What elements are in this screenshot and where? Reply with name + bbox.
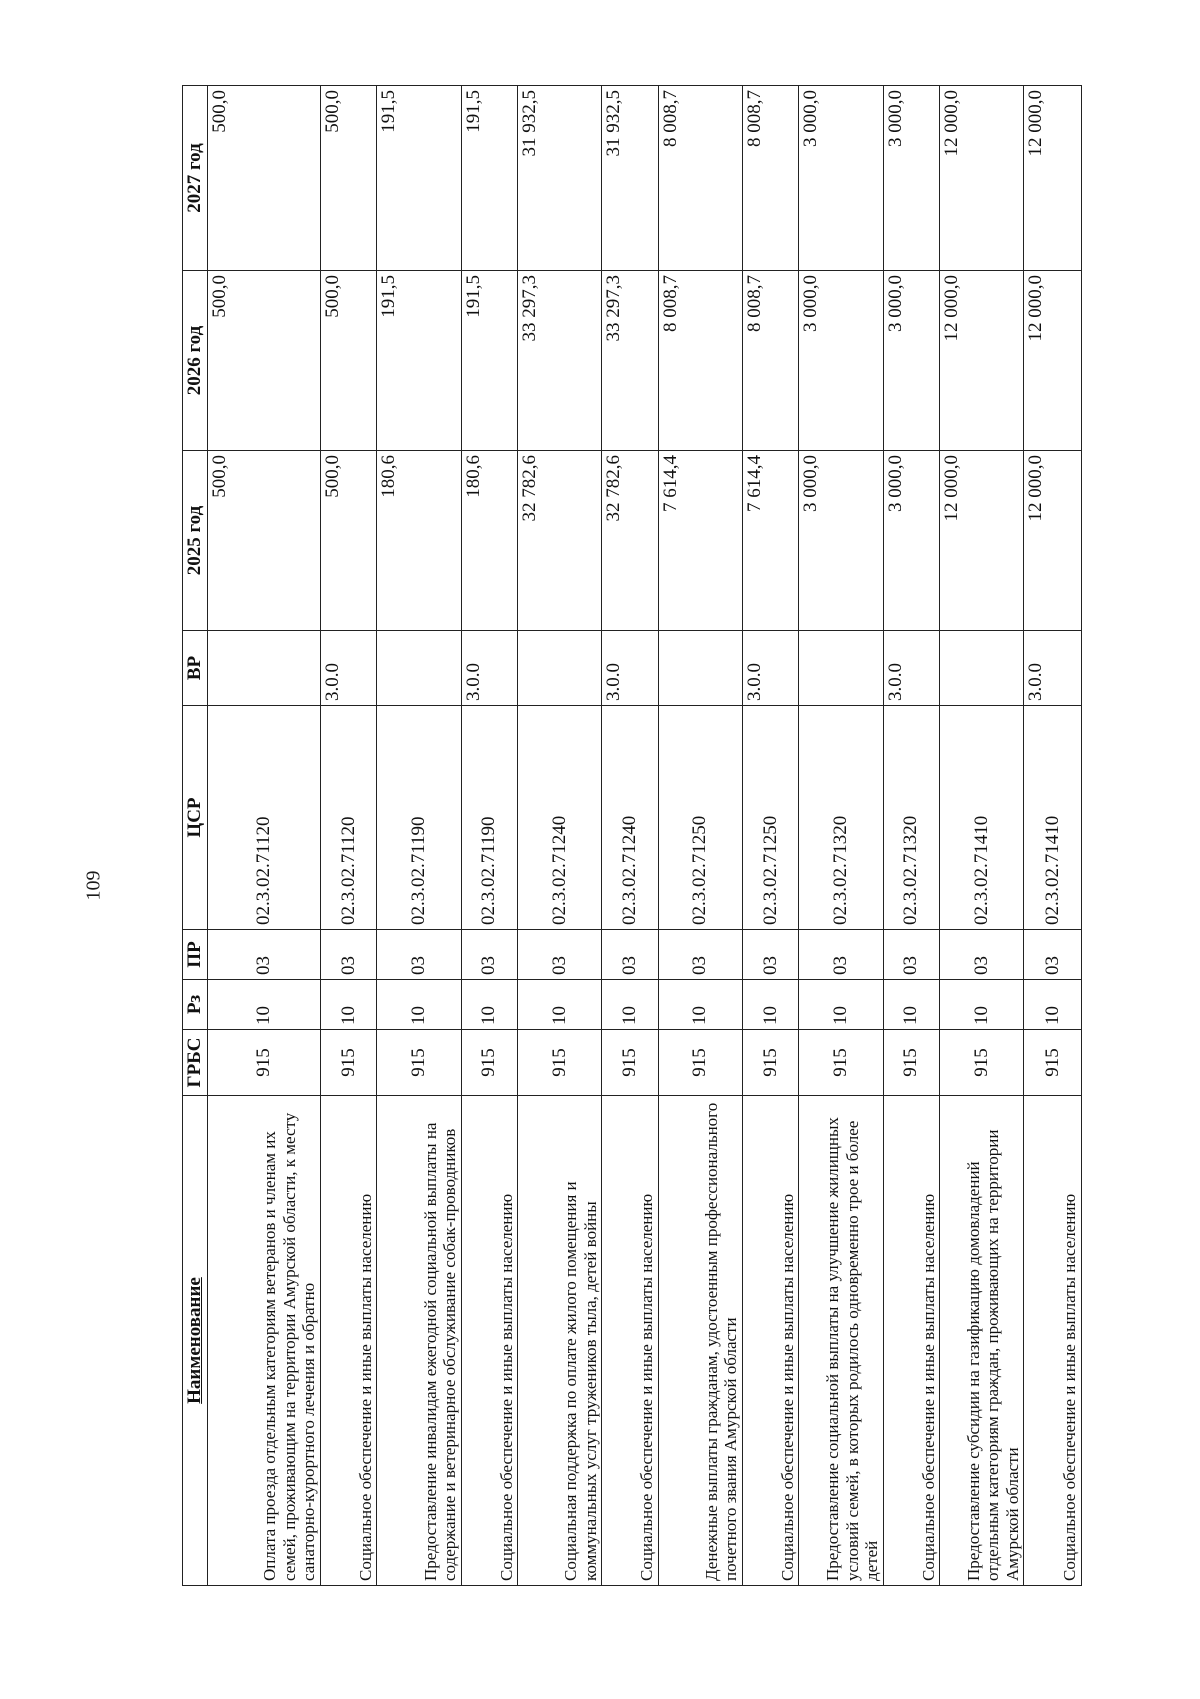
- budget-table: [182, 85, 1082, 1586]
- cell-y2027: 191,5: [377, 86, 461, 271]
- cell-grbs: 915: [883, 1030, 939, 1096]
- cell-rz: 10: [208, 980, 321, 1030]
- cell-y2027: 191,5: [461, 86, 517, 271]
- cell-grbs: 915: [602, 1030, 658, 1096]
- col-header-csr: ЦСР: [183, 706, 208, 930]
- cell-y2025: 3 000,0: [883, 451, 939, 631]
- cell-csr: 02.3.02.71320: [799, 706, 883, 930]
- cell-vr: [658, 631, 742, 706]
- cell-grbs: 915: [208, 1030, 321, 1096]
- cell-csr: 02.3.02.71120: [320, 706, 376, 930]
- cell-grbs: 915: [461, 1030, 517, 1096]
- cell-vr: 3.0.0: [1024, 631, 1082, 706]
- col-header-vr: ВР: [183, 631, 208, 706]
- cell-vr: 3.0.0: [461, 631, 517, 706]
- cell-pr: 03: [940, 930, 1024, 980]
- col-header-2025: 2025 год: [183, 451, 208, 631]
- cell-rz: 10: [658, 980, 742, 1030]
- table-row: [1024, 86, 1082, 1586]
- table-row: [742, 86, 798, 1586]
- cell-y2025: 500,0: [208, 451, 321, 631]
- cell-name: Социальная поддержка по оплате жилого помещения и коммунальных услуг тружеников тыла, детей войны: [518, 1096, 602, 1586]
- cell-y2026: 3 000,0: [799, 271, 883, 451]
- cell-grbs: 915: [658, 1030, 742, 1096]
- cell-vr: 3.0.0: [742, 631, 798, 706]
- cell-name: Денежные выплаты гражданам, удостоенным профессионального почетного звания Амурской области: [658, 1096, 742, 1586]
- cell-pr: 03: [883, 930, 939, 980]
- cell-name: Предоставление субсидии на газификацию домовладений отдельным категориям граждан, проживающих на территории Амурской области: [940, 1096, 1024, 1586]
- cell-y2025: 12 000,0: [1024, 451, 1082, 631]
- cell-pr: 03: [320, 930, 376, 980]
- cell-rz: 10: [602, 980, 658, 1030]
- cell-rz: 10: [1024, 980, 1082, 1030]
- table-row: [799, 86, 883, 1586]
- cell-y2027: 500,0: [208, 86, 321, 271]
- cell-y2026: 33 297,3: [518, 271, 602, 451]
- cell-y2026: 8 008,7: [742, 271, 798, 451]
- cell-y2025: 12 000,0: [940, 451, 1024, 631]
- cell-csr: 02.3.02.71410: [1024, 706, 1082, 930]
- cell-csr: 02.3.02.71240: [518, 706, 602, 930]
- cell-grbs: 915: [1024, 1030, 1082, 1096]
- cell-name: Социальное обеспечение и иные выплаты населению: [320, 1096, 376, 1586]
- cell-name: Оплата проезда отдельным категориям ветеранов и членам их семей, проживающим на территории Амурской области, к месту санаторно-курортного лечения и обратно: [208, 1096, 321, 1586]
- table-row: [658, 86, 742, 1586]
- table-row: [940, 86, 1024, 1586]
- cell-grbs: 915: [377, 1030, 461, 1096]
- cell-name: Социальное обеспечение и иные выплаты населению: [602, 1096, 658, 1586]
- cell-rz: 10: [320, 980, 376, 1030]
- cell-y2026: 500,0: [208, 271, 321, 451]
- cell-csr: 02.3.02.71190: [461, 706, 517, 930]
- cell-y2025: 180,6: [461, 451, 517, 631]
- cell-y2026: 12 000,0: [1024, 271, 1082, 451]
- cell-rz: 10: [377, 980, 461, 1030]
- cell-y2027: 12 000,0: [1024, 86, 1082, 271]
- cell-y2026: 8 008,7: [658, 271, 742, 451]
- cell-y2026: 12 000,0: [940, 271, 1024, 451]
- col-header-grbs: ГРБС: [183, 1030, 208, 1096]
- cell-grbs: 915: [320, 1030, 376, 1096]
- cell-y2027: 31 932,5: [518, 86, 602, 271]
- cell-y2027: 31 932,5: [602, 86, 658, 271]
- cell-vr: 3.0.0: [320, 631, 376, 706]
- cell-pr: 03: [518, 930, 602, 980]
- cell-vr: 3.0.0: [602, 631, 658, 706]
- cell-rz: 10: [883, 980, 939, 1030]
- cell-pr: 03: [602, 930, 658, 980]
- cell-grbs: 915: [742, 1030, 798, 1096]
- table-row: [208, 86, 321, 1586]
- cell-y2027: 12 000,0: [940, 86, 1024, 271]
- cell-pr: 03: [742, 930, 798, 980]
- cell-pr: 03: [1024, 930, 1082, 980]
- cell-csr: 02.3.02.71240: [602, 706, 658, 930]
- col-header-pr: ПР: [183, 930, 208, 980]
- table-row: [461, 86, 517, 1586]
- cell-y2026: 191,5: [461, 271, 517, 451]
- cell-y2026: 500,0: [320, 271, 376, 451]
- table-row: [883, 86, 939, 1586]
- col-header-2026: 2026 год: [183, 271, 208, 451]
- cell-name: Социальное обеспечение и иные выплаты населению: [883, 1096, 939, 1586]
- cell-name: Социальное обеспечение и иные выплаты населению: [1024, 1096, 1082, 1586]
- cell-pr: 03: [658, 930, 742, 980]
- cell-grbs: 915: [518, 1030, 602, 1096]
- cell-csr: 02.3.02.71250: [658, 706, 742, 930]
- cell-vr: [940, 631, 1024, 706]
- cell-y2025: 32 782,6: [602, 451, 658, 631]
- cell-pr: 03: [208, 930, 321, 980]
- cell-vr: [377, 631, 461, 706]
- cell-y2025: 500,0: [320, 451, 376, 631]
- cell-grbs: 915: [799, 1030, 883, 1096]
- cell-csr: 02.3.02.71410: [940, 706, 1024, 930]
- cell-csr: 02.3.02.71320: [883, 706, 939, 930]
- cell-y2025: 32 782,6: [518, 451, 602, 631]
- table-body: [208, 86, 1082, 1586]
- cell-y2027: 500,0: [320, 86, 376, 271]
- cell-rz: 10: [799, 980, 883, 1030]
- cell-rz: 10: [742, 980, 798, 1030]
- cell-vr: [208, 631, 321, 706]
- cell-grbs: 915: [940, 1030, 1024, 1096]
- cell-rz: 10: [940, 980, 1024, 1030]
- cell-name: Социальное обеспечение и иные выплаты населению: [742, 1096, 798, 1586]
- cell-y2027: 3 000,0: [799, 86, 883, 271]
- cell-y2027: 3 000,0: [883, 86, 939, 271]
- page-number: 109: [82, 870, 105, 901]
- col-header-2027: 2027 год: [183, 86, 208, 271]
- table-row: [518, 86, 602, 1586]
- cell-csr: 02.3.02.71250: [742, 706, 798, 930]
- cell-pr: 03: [799, 930, 883, 980]
- cell-y2026: 33 297,3: [602, 271, 658, 451]
- cell-y2025: 3 000,0: [799, 451, 883, 631]
- cell-pr: 03: [377, 930, 461, 980]
- cell-pr: 03: [461, 930, 517, 980]
- table-row: [377, 86, 461, 1586]
- rotated-table-wrapper: [182, 86, 1082, 1586]
- cell-vr: [518, 631, 602, 706]
- cell-vr: [799, 631, 883, 706]
- header-row: [183, 86, 208, 1586]
- cell-csr: 02.3.02.71190: [377, 706, 461, 930]
- cell-vr: 3.0.0: [883, 631, 939, 706]
- cell-y2027: 8 008,7: [658, 86, 742, 271]
- cell-y2026: 191,5: [377, 271, 461, 451]
- cell-y2025: 180,6: [377, 451, 461, 631]
- cell-y2027: 8 008,7: [742, 86, 798, 271]
- col-header-name: Наименование: [183, 1096, 208, 1586]
- cell-y2026: 3 000,0: [883, 271, 939, 451]
- table-row: [602, 86, 658, 1586]
- cell-csr: 02.3.02.71120: [208, 706, 321, 930]
- cell-name: Социальное обеспечение и иные выплаты населению: [461, 1096, 517, 1586]
- cell-y2025: 7 614,4: [658, 451, 742, 631]
- col-header-rz: Рз: [183, 980, 208, 1030]
- cell-name: Предоставление социальной выплаты на улучшение жилищных условий семей, в которых родилось одновременно трое и более детей: [799, 1096, 883, 1586]
- table-row: [320, 86, 376, 1586]
- cell-rz: 10: [518, 980, 602, 1030]
- cell-name: Предоставление инвалидам ежегодной социальной выплаты на содержание и ветеринарное обслуживание собак-проводников: [377, 1096, 461, 1586]
- cell-rz: 10: [461, 980, 517, 1030]
- cell-y2025: 7 614,4: [742, 451, 798, 631]
